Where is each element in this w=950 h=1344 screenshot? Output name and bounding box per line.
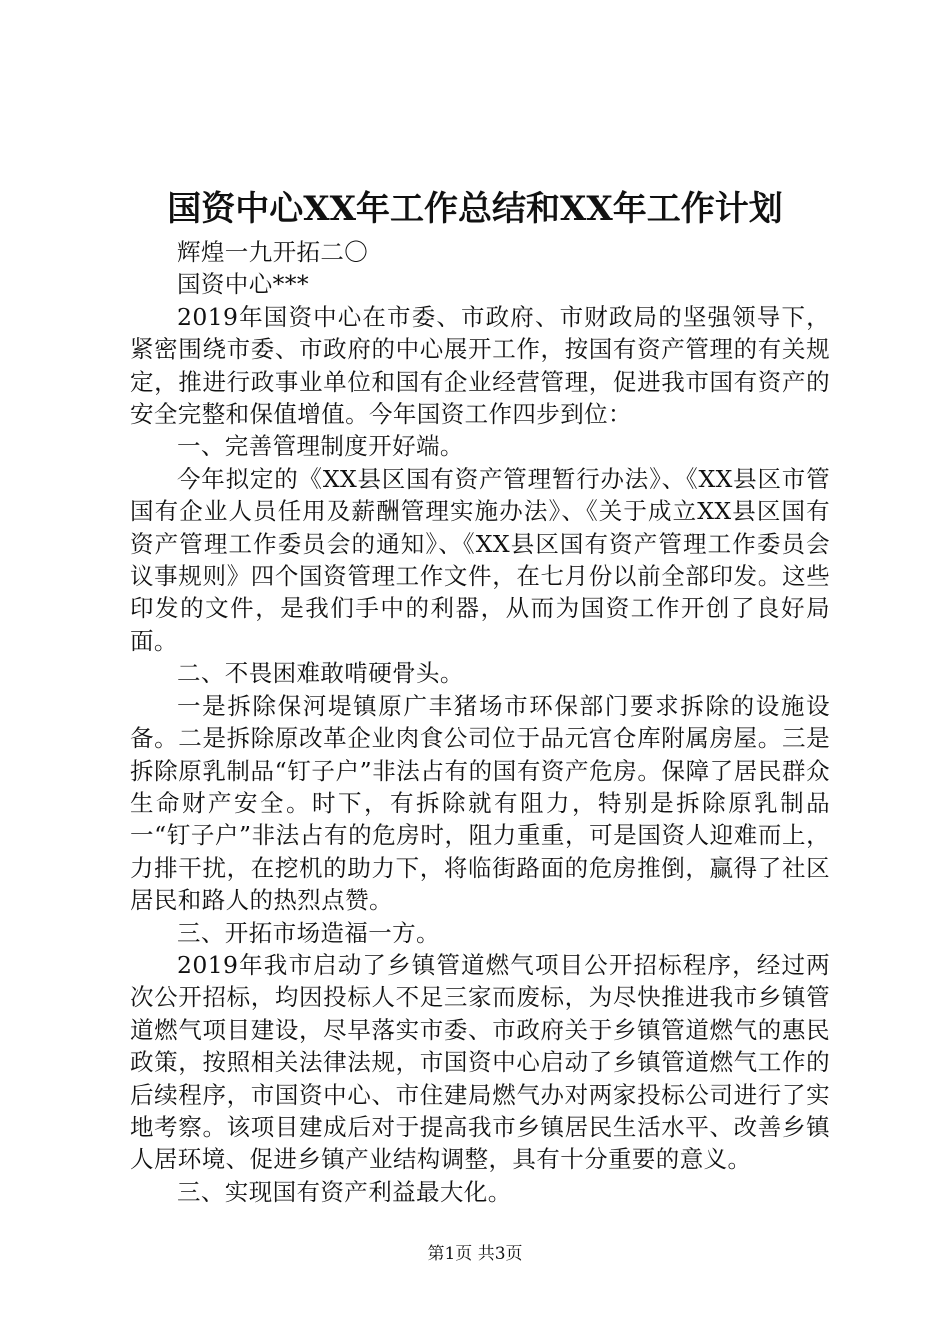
page-indicator: 第1页 共3页	[427, 1244, 523, 1264]
paragraph-subtitle: 辉煌一九开拓二〇	[177, 238, 369, 266]
paragraph-section-3: 2019年我市启动了乡镇管道燃气项目公开招标程序，经过两次公开招标，均因投标人不足三家而废标，为尽快推进我市乡镇管道燃气项目建设，尽早落实市委、市政府关于乡镇管道燃气的惠民政策，按照相关法律法规，市国资中心启动了乡镇管道燃气工作的后续程序，市国资中心、市住建局燃气办对两家投标公司进行了实地考察。该项目建成后对于提高我市乡镇居民生活水平、改善乡镇人居环境、促进乡镇产业结构调整，具有十分重要的意义。	[130, 950, 830, 1174]
document-body	[130, 236, 830, 1208]
paragraph-author: 国资中心***	[177, 270, 310, 299]
section-heading-1: 一、完善管理制度开好端。	[177, 432, 464, 461]
paragraph-section-2: 一是拆除保河堤镇原广丰猪场市环保部门要求拆除的设施设备。二是拆除原改革企业肉食公司位于品元宫仓库附属房屋。三是拆除原乳制品“钉子户”非法占有的国有资产危房。保障了居民群众生命财产安全。时下，有拆除就有阻力，特别是拆除原乳制品一“钉子户”非法占有的危房时，阻力重重，可是国资人迎难而上，力排干扰，在挖机的助力下，将临街路面的危房推倒，赢得了社区居民和路人的热烈点赞。	[130, 691, 830, 915]
paragraph-section-1: 今年拟定的《XX县区国有资产管理暂行办法》、《XX县区市管国有企业人员任用及薪酬管理实施办法》、《关于成立XX县区国有资产管理工作委员会的通知》、《XX县区国有资产管理工作委员会议事规则》四个国资管理工作文件，在七月份以前全部印发。这些印发的文件，是我们手中的利器，从而为国资工作开创了良好局面。	[130, 464, 830, 655]
paragraph-intro: 2019年国资中心在市委、市政府、市财政局的坚强领导下，紧密围绕市委、市政府的中心展开工作，按国有资产管理的有关规定，推进行政事业单位和国有企业经营管理，促进我市国有资产的安全完整和保值增值。今年国资工作四步到位：	[130, 302, 830, 429]
document-title: 国资中心XX年工作总结和XX年工作计划	[167, 189, 783, 229]
section-heading-3: 三、开拓市场造福一方。	[177, 918, 440, 947]
section-heading-4: 三、实现国有资产利益最大化。	[177, 1177, 512, 1206]
section-heading-2: 二、不畏困难敢啃硬骨头。	[177, 659, 464, 688]
